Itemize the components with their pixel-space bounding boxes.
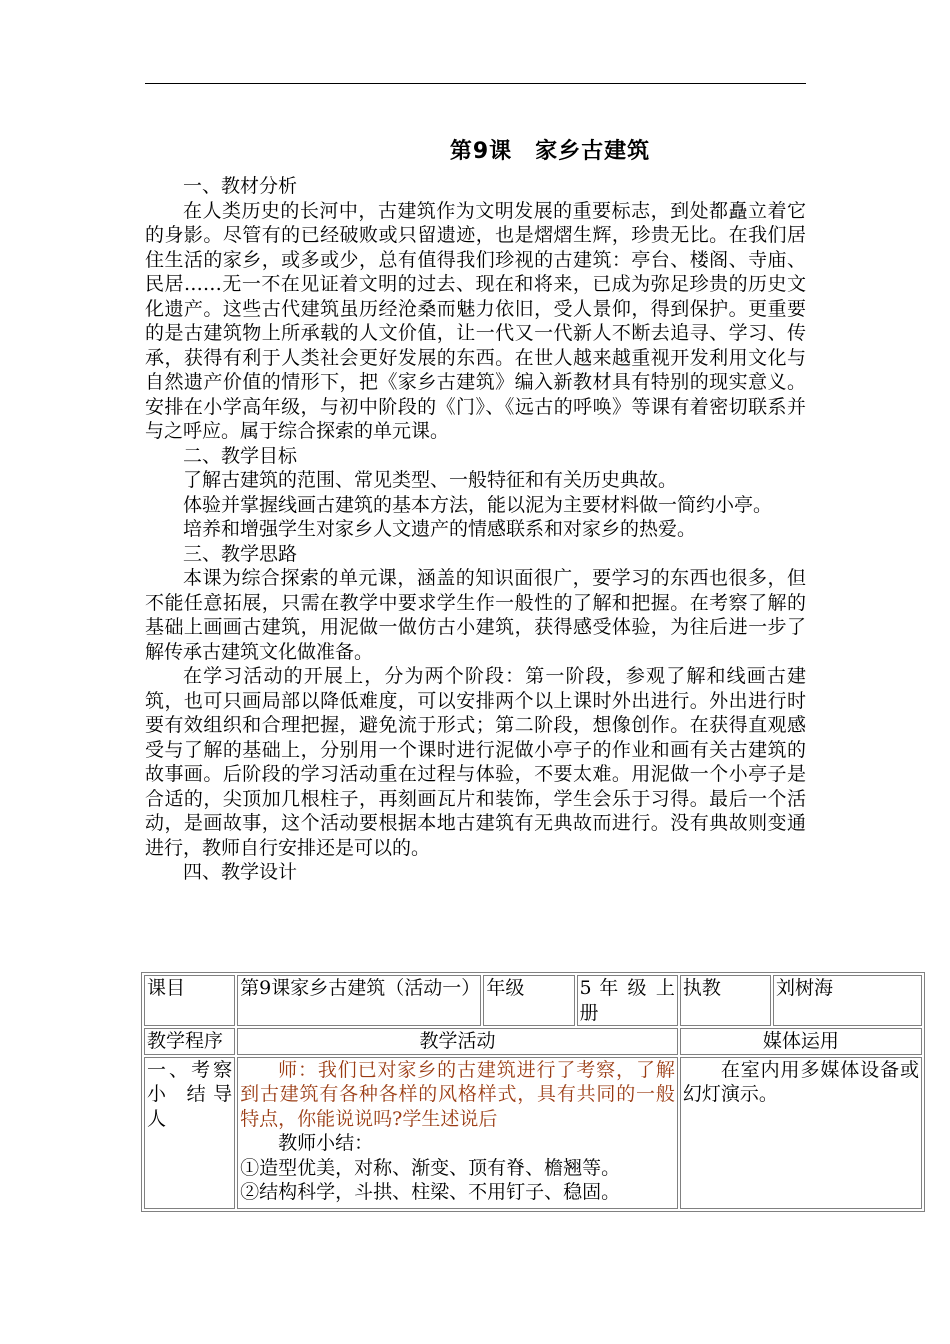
table-cell: 年级 — [483, 975, 574, 1026]
table-cell — [680, 1057, 922, 1209]
paragraph: 在人类历史的长河中，古建筑作为文明发展的重要标志，到处都矗立着它的身影。尽管有的已经破败或只留遗迹，也是熠熠生辉，珍贵无比。在我们居住生活的家乡，或多或少，总有值得我们珍视的古建筑：亭台、楼阁、寺庙、民居……无一不在见证着文明的过去、现在和将来，已成为弥足珍贵的历史文化遗产。这些古代建筑虽历经沧桑而魅力依旧，受人景仰，得到保护。更重要的是古建筑物上所承载的人文价值，让一代又一代新人不断去追寻、学习、传承，获得有利于人类社会更好发展的东西。在世人越来越重视开发利用文化与自然遗产价值的情形下，把《家乡古建筑》编入新教材具有特别的现实意义。安排在小学高年级，与初中阶段的《门》、《远古的呼唤》等课有着密切联系并与之呼应。属于综合探索的单元课。 — [145, 199, 806, 442]
summary-point: ②结构科学，斗拱、柱梁、不用钉子、稳固。 — [240, 1181, 621, 1203]
summary-label: 教师小结： — [278, 1132, 374, 1154]
paragraph: 本课为综合探索的单元课，涵盖的知识面很广，要学习的东西也很多，但不能任意拓展，只需在教学中要求学生作一般性的了解和把握。在考察了解的基础上画画古建筑，用泥做一做仿古小建筑，获得感受体验，为往后进一步了解传承古建筑文化做准备。 — [145, 567, 806, 663]
paragraph: 体验并掌握线画古建筑的基本方法，能以泥为主要材料做一简约小亭。 — [183, 493, 773, 516]
header-rule — [145, 83, 806, 84]
media-note: 在室内用多媒体设备或幻灯演示。 — [682, 1058, 919, 1105]
document-body — [145, 174, 806, 885]
paragraph: 在学习活动的开展上，分为两个阶段：第一阶段，参观了解和线画古建筑，也可只画局部以降低难度，可以安排两个以上课时外出进行。外出进行时要有效组织和合理把握，避免流于形式；第二阶段，想像创作。在获得直观感受与了解的基础上，分别用一个课时进行泥做小亭子的作业和画有关古建筑的故事画。后阶段的学习活动重在过程与体验，不要太难。用泥做一个小亭子是合适的，尖顶加几根柱子，再刻画瓦片和装饰，学生会乐于习得。最后一个活动，是画故事，这个活动要根据本地古建筑有无典故而进行。没有典故则变通进行，教师自行安排还是可以的。 — [145, 665, 806, 859]
table-cell — [237, 1057, 678, 1209]
table-cell: 5 年 级 上册 — [577, 975, 678, 1026]
summary-point: ①造型优美，对称、渐变、顶有脊、檐翘等。 — [240, 1156, 621, 1179]
table-cell: 第9课家乡古建筑（活动一） — [237, 975, 481, 1026]
table-header-cell: 媒体运用 — [680, 1028, 922, 1055]
table-header-cell: 教学活动 — [237, 1028, 678, 1055]
table-cell: 一、考察小 结 导人 — [144, 1057, 235, 1209]
section-heading: 二、教学目标 — [183, 444, 298, 467]
section-heading: 一、教材分析 — [183, 175, 298, 197]
table-row — [144, 1028, 922, 1055]
table-header-cell: 教学程序 — [144, 1028, 235, 1055]
paragraph: 了解古建筑的范围、常见类型、一般特征和有关历史典故。 — [183, 469, 678, 491]
paragraph: 培养和增强学生对家乡人文遗产的情感联系和对家乡的热爱。 — [183, 518, 697, 540]
section-heading: 四、教学设计 — [183, 861, 298, 883]
teacher-prompt: 师：我们已对家乡的古建筑进行了考察，了解到古建筑有各种各样的风格样式，具有共同的一般特点，你能说说吗?学生述说后 — [240, 1058, 675, 1130]
table-cell: 课目 — [144, 975, 235, 1026]
table-cell: 刘树海 — [773, 975, 922, 1026]
table-cell: 执教 — [680, 975, 771, 1026]
table-row — [144, 1057, 922, 1209]
lesson-design-table — [141, 972, 925, 1212]
lesson-title: 第9课 家乡古建筑 — [449, 139, 651, 164]
table-row — [144, 975, 922, 1026]
section-heading: 三、教学思路 — [183, 542, 298, 565]
